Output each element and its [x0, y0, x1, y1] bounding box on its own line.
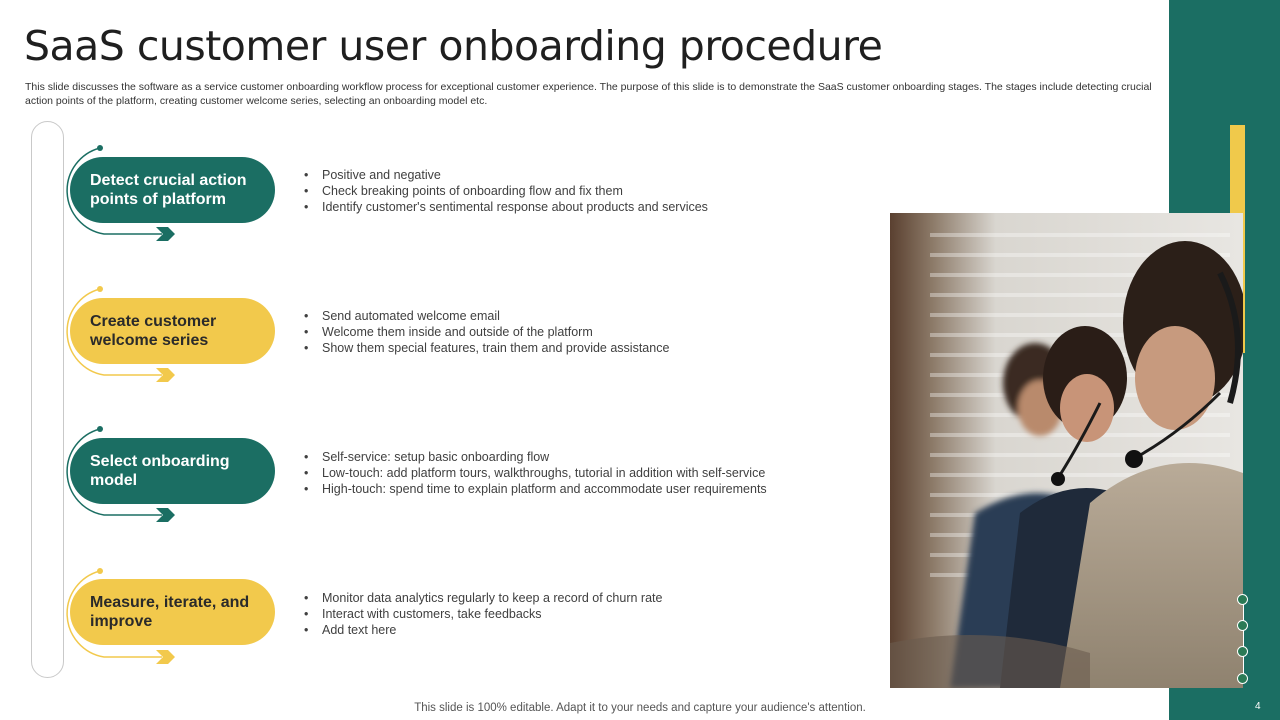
stage-3-label: Select onboarding model [90, 453, 230, 489]
stage-4-bullets [304, 590, 662, 639]
dot-icon [1237, 620, 1248, 631]
slide-description: This slide discusses the software as a service customer onboarding workflow process for exceptional customer experience. The purpose of this slide is to demonstrate the SaaS customer onboarding stages. The stages include detecting crucial action points of the platform, creating customer welcome series, selecting an onboarding model etc. [25, 81, 1152, 107]
dots-connector [1243, 600, 1244, 680]
dot-icon [1237, 646, 1248, 657]
dot-icon [1237, 673, 1248, 684]
page-number: 4 [1255, 701, 1261, 712]
stage-2-bullets [304, 308, 669, 357]
list-item: • High-touch: spend time to explain platform and accommodate user requirements [304, 481, 767, 497]
list-item: • Welcome them inside and outside of the platform [304, 324, 669, 340]
stage-1-pill [70, 157, 275, 223]
list-item: • Low-touch: add platform tours, walkthroughs, tutorial in addition with self-service [304, 465, 767, 481]
call-center-agents-photo [890, 213, 1243, 688]
stage-3-bullets [304, 449, 767, 498]
stage-1-bullets [304, 167, 708, 216]
list-item: • Show them special features, train them and provide assistance [304, 340, 669, 356]
list-item: • Add text here [304, 622, 662, 638]
list-item: • Positive and negative [304, 167, 708, 183]
stage-4-pill [70, 579, 275, 645]
stage-2-pill [70, 298, 275, 364]
stage-4-label: Measure, iterate, and improve [90, 594, 250, 630]
list-item: • Identify customer's sentimental response about products and services [304, 199, 708, 215]
stage-1-label: Detect crucial action points of platform [90, 172, 247, 208]
list-item: • Interact with customers, take feedbacks [304, 606, 662, 622]
slide-title: SaaS customer user onboarding procedure [24, 22, 883, 70]
footer-note: This slide is 100% editable. Adapt it to your needs and capture your audience's attention. [414, 702, 866, 714]
list-item: • Monitor data analytics regularly to keep a record of churn rate [304, 590, 662, 606]
stage-3-pill [70, 438, 275, 504]
stage-2-label: Create customer welcome series [90, 313, 217, 349]
list-item: • Self-service: setup basic onboarding flow [304, 449, 767, 465]
list-item: • Check breaking points of onboarding flow and fix them [304, 183, 708, 199]
dot-icon [1237, 594, 1248, 605]
list-item: • Send automated welcome email [304, 308, 669, 324]
